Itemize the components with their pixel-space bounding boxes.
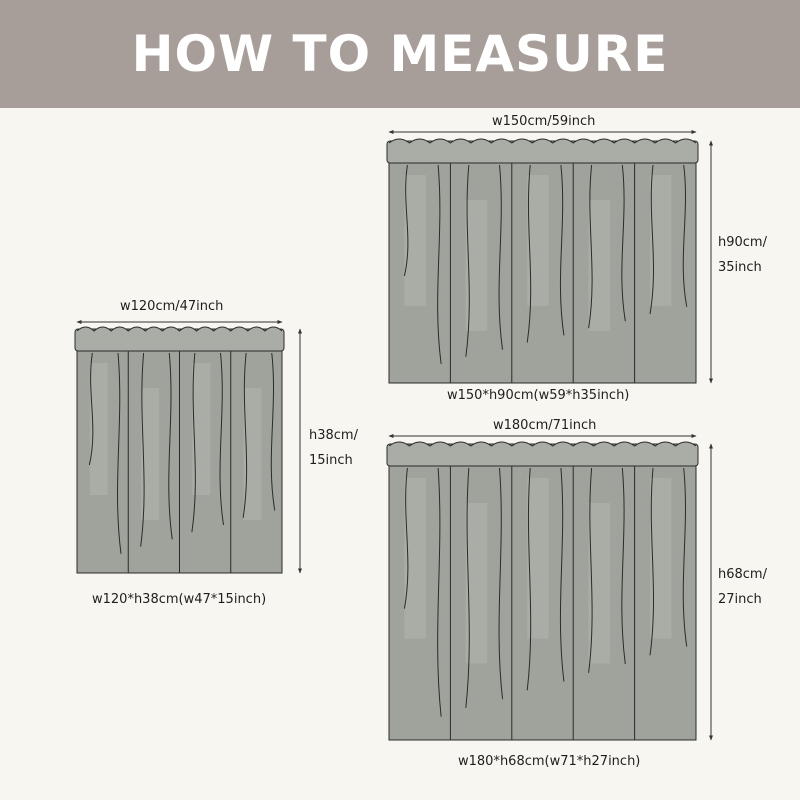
curtain-small-width-label: w120cm/47inch [120, 299, 224, 314]
rod-pocket [387, 141, 698, 163]
gather-ruffle [389, 442, 696, 446]
curtain-large [387, 436, 711, 740]
gather-ruffle [389, 139, 696, 143]
curtain-medium [387, 132, 711, 383]
curtain-small [75, 322, 300, 573]
curtain-medium-height-label-line2: 35inch [718, 260, 762, 275]
rod-pocket [75, 329, 284, 351]
curtain-medium-width-label: w150cm/59inch [492, 114, 596, 129]
curtain-large-height-label-line1: h68cm/ [718, 567, 767, 582]
curtain-medium-height-label-line1: h90cm/ [718, 235, 767, 250]
curtain-small-height-label-line2: 15inch [309, 453, 353, 468]
curtain-small-size-caption: w120*h38cm(w47*15inch) [92, 592, 267, 607]
curtain-large-width-label: w180cm/71inch [493, 418, 597, 433]
curtain-large-size-caption: w180*h68cm(w71*h27inch) [458, 754, 641, 769]
rod-pocket [387, 444, 698, 466]
curtain-medium-size-caption: w150*h90cm(w59*h35inch) [447, 388, 630, 403]
page-title: HOW TO MEASURE [131, 25, 669, 83]
curtain-small-height-label-line1: h38cm/ [309, 428, 358, 443]
curtain-large-height-label-line2: 27inch [718, 592, 762, 607]
